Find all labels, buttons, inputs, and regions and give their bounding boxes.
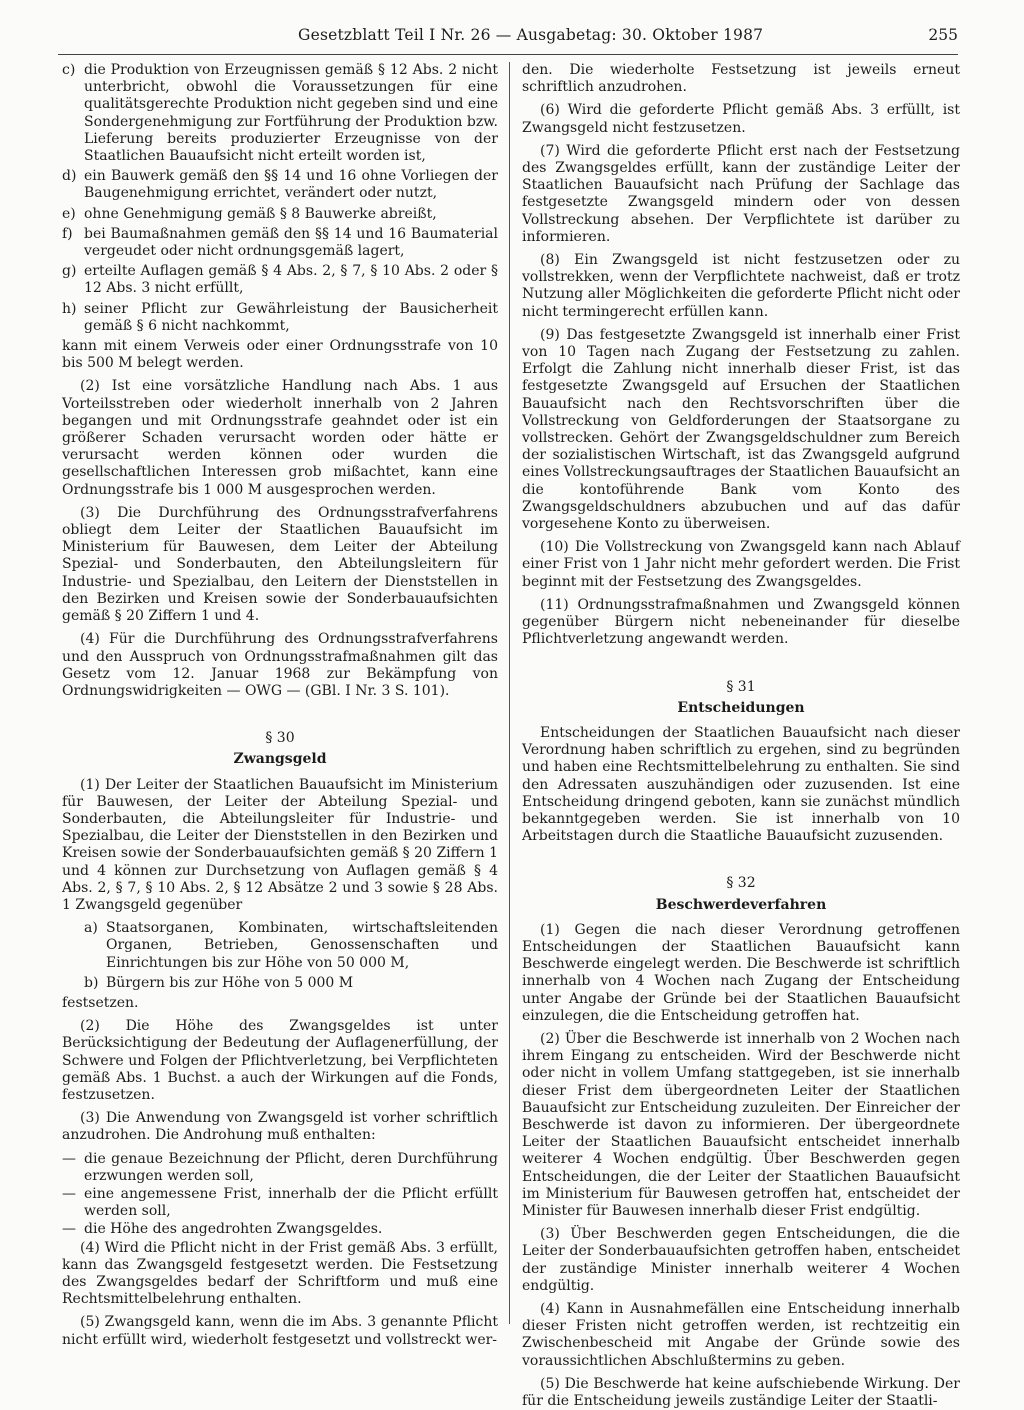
paragraph: (8) Ein Zwangsgeld ist nicht festzusetzen oder zu vollstrekken, wenn der Verpflichtete nachweist, daß er trotz Nutzung aller Möglichkeiten die geforderte Pflicht nicht oder nicht termingerecht erfüllen kann. xyxy=(522,252,960,320)
running-title: Gesetzblatt Teil I Nr. 26 — Ausgabetag: 30. Oktober 1987 xyxy=(298,26,764,44)
page-header xyxy=(58,24,958,55)
list-item xyxy=(84,920,498,972)
list-item-text: bei Baumaßnahmen gemäß den §§ 14 und 16 Baumaterial vergeudet oder nicht ordnungsgemäß lagert, xyxy=(84,225,498,260)
paragraph: (4) Kann in Ausnahmefällen eine Entscheidung innerhalb dieser Fristen nicht getroffen werden, ist rechtzeitig ein Zwischenbescheid mit Angabe der Gründe sowie des voraussichtlichen Abschlußtermins zu geben. xyxy=(522,1301,960,1369)
paragraph: (2) Die Höhe des Zwangsgeldes ist unter Berücksichtigung der Bedeutung der Auflagenerfüllung, der Schwere und Folgen der Pflichtverletzung, bei Verpflichteten gemäß Abs. 1 Buchst. a auch der Wirkungen auf die Fonds, festzusetzen. xyxy=(62,1018,498,1103)
dash-list xyxy=(62,1151,498,1239)
page-number: 255 xyxy=(928,26,958,44)
paragraph: (3) Die Durchführung des Ordnungsstrafverfahrens obliegt dem Leiter der Staatlichen Bauaufsicht im Ministerium für Bauwesen, dem Leiter der Abteilung Spezial- und Sonderbauten, den Abteilungsleitern für Industrie- und Spezialbau, den Leitern der Dienststellen in den Bezirken und Kreisen sowie der Sonderbauaufsichten gemäß § 20 Ziffern 1 und 4. xyxy=(62,504,498,625)
paragraph: (7) Wird die geforderte Pflicht erst nach der Festsetzung des Zwangsgeldes erfüllt, kann der zuständige Leiter der Staatlichen Bauaufsicht nach Prüfung der Sachlage das festgesetzte Zwangsgeld mindern oder von dessen Vollstreckung absehen. Der Verpflichtete ist darüber zu informieren. xyxy=(522,142,960,245)
paragraph: (10) Die Vollstreckung von Zwangsgeld kann nach Ablauf einer Frist von 1 Jahr nicht mehr gefordert werden. Die Frist beginnt mit der Festsetzung des Zwangsgeldes. xyxy=(522,539,960,590)
list-item xyxy=(62,62,498,165)
right-column xyxy=(522,62,960,1410)
paragraph: (3) Die Anwendung von Zwangsgeld ist vorher schriftlich anzudrohen. Die Androhung muß enthalten: xyxy=(62,1110,498,1144)
list-item xyxy=(62,301,498,335)
dash-list-item xyxy=(62,1151,498,1185)
paragraph: (1) Der Leiter der Staatlichen Bauaufsicht im Ministerium für Bauwesen, der Leiter der Abteilung Spezial- und Sonderbauten, die Abteilungsleiter für Industrie- und Spezialbau, die Leiter der Dienststellen in den Bezirken und Kreisen sowie der Sonderbauaufsichten gemäß § 20 Ziffern 1 und 4 können zur Durchsetzung von Auflagen gemäß § 4 Abs. 2, § 7, § 10 Abs. 2, § 12 Absätze 2 und 3 sowie § 28 Abs. 1 Zwangsgeld gegenüber xyxy=(62,776,498,913)
list-item-label: c) xyxy=(62,62,76,78)
paragraph: (3) Über Beschwerden gegen Entscheidungen, die die Leiter der Sonderbauaufsichten getroffen haben, entscheidet der zuständige Minister innerhalb weiterer 4 Wochen endgültig. xyxy=(522,1226,960,1294)
section-title: Zwangsgeld xyxy=(233,751,327,768)
section-number: § 30 xyxy=(265,730,295,747)
paragraph: den. Die wiederholte Festsetzung ist jeweils erneut schriftlich anzudrohen. xyxy=(522,62,960,96)
penalty-item-list xyxy=(62,62,498,335)
paragraph: (4) Wird die Pflicht nicht in der Frist gemäß Abs. 3 erfüllt, kann das Zwangsgeld festgesetzt werden. Die Festsetzung des Zwangsgeldes bedarf der Schriftform und muß eine Rechtsmittelbelehrung enthalten. xyxy=(62,1239,498,1308)
paragraph: (2) Ist eine vorsätzliche Handlung nach Abs. 1 aus Vorteilsstreben oder wiederholt innerhalb von 2 Jahren begangen und mit Ordnungsstrafe geahndet oder ist ein größerer Schaden verursacht worden oder hätte er verursacht werden können oder wurden die gesellschaftlichen Interessen grob mißachtet, kann eine Ordnungsstrafe bis 1 000 M ausgesprochen werden. xyxy=(62,378,498,498)
list-item-text: Staatsorganen, Kombinaten, wirtschaftsleitenden Organen, Betrieben, Genossenschaften und Einrichtungen bis zur Höhe von 50 000 M, xyxy=(106,920,498,971)
paragraph: festsetzen. xyxy=(62,994,139,1011)
paragraph: Entscheidungen der Staatlichen Bauaufsicht nach dieser Verordnung haben schriftlich zu ergehen, sind zu begründen und haben eine Rechtsmittelbelehrung zu enthalten. Sie sind den Adressaten auszuhändigen oder zuzusenden. Ist eine Entscheidung dringend geboten, kann sie zunächst mündlich bekanntgegeben werden. Sie ist innerhalb von 10 Arbeitstagen durch die Staatliche Bauaufsicht zuzusenden. xyxy=(522,724,960,845)
list-item xyxy=(62,226,498,260)
column-divider xyxy=(509,62,510,1324)
section-number: § 31 xyxy=(726,678,756,695)
list-item-label: g) xyxy=(62,263,77,280)
dash-bullet: — xyxy=(62,1221,76,1238)
dash-list-item xyxy=(62,1186,498,1220)
list-item-label: b) xyxy=(84,974,99,991)
dash-bullet: — xyxy=(62,1185,76,1202)
paragraph: (6) Wird die geforderte Pflicht gemäß Abs. 3 erfüllt, ist Zwangsgeld nicht festzusetzen. xyxy=(522,102,960,136)
paragraph: (5) Zwangsgeld kann, wenn die im Abs. 3 genannte Pflicht nicht erfüllt wird, wiederholt festgesetzt und vollstreckt wer- xyxy=(62,1314,498,1348)
paragraph: (11) Ordnungsstrafmaßnahmen und Zwangsgeld können gegenüber Bürgern nicht nebeneinander für dieselbe Pflichtverletzung angewandt werden. xyxy=(522,596,960,648)
section-title: Beschwerdeverfahren xyxy=(655,896,827,913)
paragraph: (9) Das festgesetzte Zwangsgeld ist innerhalb einer Frist von 10 Tagen nach Zugang der Festsetzung zu zahlen. Erfolgt die Zahlung nicht innerhalb dieser Frist, ist das festgesetzte Zwangsgeld auf Ersuchen der Staatlichen Bauaufsicht nach den Rechtsvorschriften über die Vollstreckung von Geldforderungen der Staatsorgane zu vollstrecken. Gehört der Zwangsgeldschuldner zum Bereich der sozialistischen Wirtschaft, ist das Zwangsgeld aufgrund eines Vollstreckungsauftrages der Staatlichen Bauaufsicht an die kontoführende Bank vom Konto des Zwangsgeldschuldners abzubuchen und auf das dafür vorgesehene Konto zu überweisen. xyxy=(522,326,960,533)
paragraph: (1) Gegen die nach dieser Verordnung getroffenen Entscheidungen der Staatlichen Bauaufsicht kann Beschwerde eingelegt werden. Die Beschwerde ist schriftlich innerhalb von 4 Wochen nach Zugang der Entscheidung unter Angabe der Gründe bei der Staatlichen Bauaufsicht einzulegen, die die Entscheidung getroffen hat. xyxy=(522,921,960,1024)
list-item-text: seiner Pflicht zur Gewährleistung der Bausicherheit gemäß § 6 nicht nachkommt, xyxy=(84,300,498,334)
list-item xyxy=(62,263,498,297)
left-column xyxy=(62,62,498,1392)
list-item-label: a) xyxy=(84,920,98,937)
list-item-text: erteilte Auflagen gemäß § 4 Abs. 2, § 7, § 10 Abs. 2 oder § 12 Abs. 3 nicht erfüllt, xyxy=(84,263,498,297)
section-title: Entscheidungen xyxy=(677,699,805,716)
section-number: § 32 xyxy=(726,875,756,892)
paragraph: (2) Über die Beschwerde ist innerhalb von 2 Wochen nach ihrem Eingang zu entscheiden. Wird der Beschwerde nicht oder nicht in vollem Umfang stattgegeben, ist sie innerhalb dieser Frist dem übergeordneten Leiter der Staatlichen Bauaufsicht zur Entscheidung zuzuleiten. Der Einreicher der Beschwerde ist davon zu informieren. Der übergeordnete Leiter der Staatlichen Bauaufsicht entscheidet innerhalb weiterer 4 Wochen endgültig. Über Beschwerden gegen Entscheidungen, die der Leiter der Staatlichen Bauaufsicht im Ministerium für Bauwesen getroffen hat, entscheidet der Minister für Bauwesen innerhalb dieser Frist endgültig. xyxy=(522,1030,960,1219)
list-item-label: d) xyxy=(62,168,77,185)
list-item xyxy=(62,206,498,223)
list-item xyxy=(62,168,498,202)
list-item-text: ohne Genehmigung gemäß § 8 Bauwerke abreißt, xyxy=(84,205,437,222)
list-item-text: Bürgern bis zur Höhe von 5 000 M xyxy=(106,974,354,991)
dash-list-item xyxy=(62,1221,498,1238)
list-item-label: e) xyxy=(62,205,76,222)
paragraph: kann mit einem Verweis oder einer Ordnungsstrafe von 10 bis 500 M belegt werden. xyxy=(62,338,498,372)
list-item xyxy=(84,975,498,992)
dash-list-text: die Höhe des angedrohten Zwangsgeldes. xyxy=(84,1221,383,1238)
dash-bullet: — xyxy=(62,1150,76,1167)
list-item-label: f) xyxy=(62,225,73,242)
list-item-text: die Produktion von Erzeugnissen gemäß § 12 Abs. 2 nicht unterbricht, obwohl die Voraussetzungen für eine qualitätsgerechte Produktion nicht gegeben sind und eine Sondergenehmigung zur Fortführung der Produktion bzw. Lieferung bereits produzierter Erzeugnisse von der Staatlichen Bauaufsicht nicht erteilt worden ist, xyxy=(84,62,498,165)
paragraph: (5) Die Beschwerde hat keine aufschiebende Wirkung. Der für die Entscheidung jeweils zuständige Leiter der Staatli- xyxy=(522,1375,960,1410)
dash-list-text: eine angemessene Frist, innerhalb der die Pflicht erfüllt werden soll, xyxy=(84,1185,498,1220)
dash-list-text: die genaue Bezeichnung der Pflicht, deren Durchführung erzwungen werden soll, xyxy=(84,1150,498,1184)
list-item-text: ein Bauwerk gemäß den §§ 14 und 16 ohne Vorliegen der Baugenehmigung errichtet, verändert oder nutzt, xyxy=(84,168,498,202)
paragraph: (4) Für die Durchführung des Ordnungsstrafverfahrens und den Ausspruch von Ordnungsstrafmaßnahmen gilt das Gesetz vom 12. Januar 1968 zur Bekämpfung von Ordnungswidrigkeiten — OWG — (GBl. I Nr. 3 S. 101). xyxy=(62,631,498,699)
list-item-label: h) xyxy=(62,300,77,317)
